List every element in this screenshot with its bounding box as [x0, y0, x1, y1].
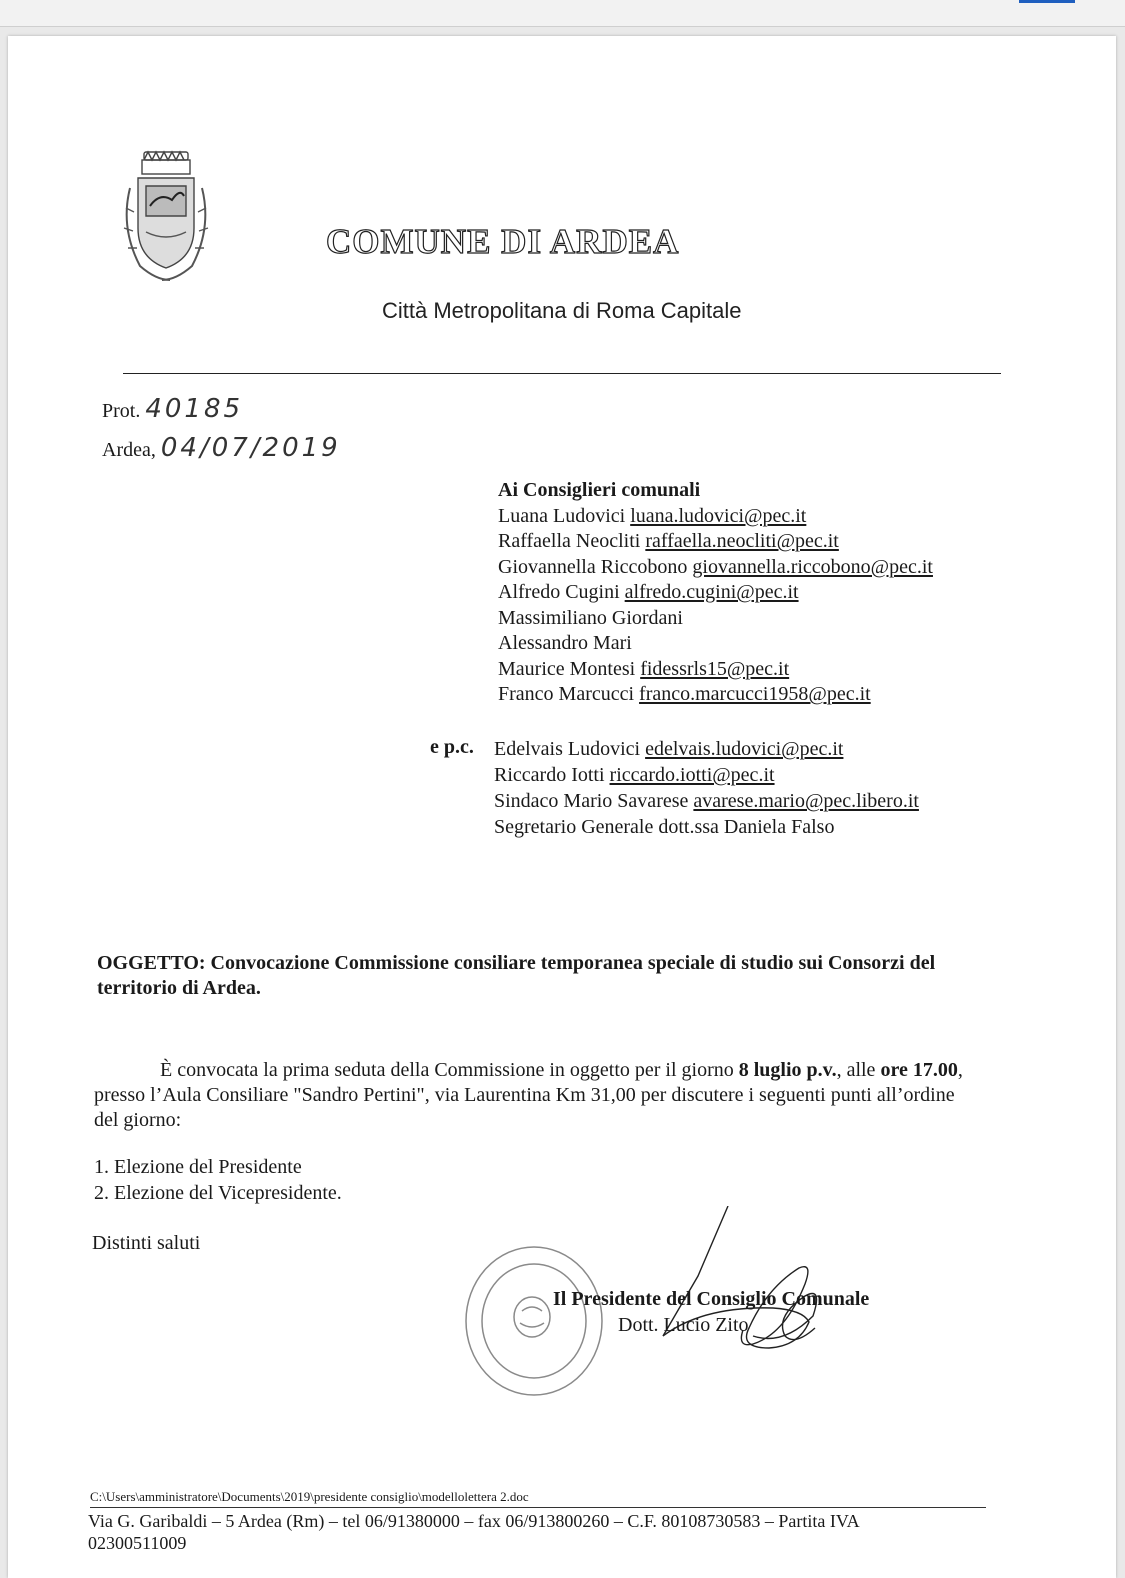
- signatory-name: Dott. Lucio Zito: [618, 1314, 749, 1336]
- cc-name: Riccardo Iotti: [494, 764, 605, 786]
- viewer-toolbar: [0, 0, 1125, 27]
- list-item: [494, 814, 919, 840]
- subject-text: Convocazione Commissione consiliare temporanea speciale di studio sui Consorzi del territorio di Ardea.: [97, 952, 936, 999]
- header-divider: [123, 373, 1001, 374]
- cc-name: Segretario Generale dott.ssa Daniela Falso: [494, 816, 835, 838]
- list-item: [494, 762, 919, 788]
- recipient-name: Luana Ludovici: [498, 504, 626, 527]
- list-item: 2. Elezione del Vicepresidente.: [94, 1182, 342, 1204]
- recipient-name: Giovannella Riccobono: [498, 555, 688, 578]
- cc-name: Sindaco Mario Savarese: [494, 790, 689, 812]
- body-text-1: È convocata la prima seduta della Commissione in oggetto per il giorno: [160, 1059, 739, 1081]
- list-item: [494, 736, 919, 762]
- cc-block: [494, 736, 919, 840]
- subject-line: [97, 951, 937, 1001]
- list-item: [498, 657, 933, 683]
- recipient-email[interactable]: fidessrls15@pec.it: [640, 657, 790, 680]
- file-path: C:\Users\amministratore\Documents\2019\presidente consiglio\modellolettera 2.doc: [90, 1489, 529, 1504]
- protocol-label: Prot.: [102, 400, 141, 422]
- body-text-2: , alle: [836, 1059, 881, 1081]
- recipients-block: [498, 478, 933, 708]
- list-item: [498, 606, 933, 632]
- agenda-list: [94, 1154, 342, 1206]
- cc-name: Edelvais Ludovici: [494, 738, 641, 760]
- recipient-email[interactable]: luana.ludovici@pec.it: [630, 504, 807, 527]
- cc-email[interactable]: riccardo.iotti@pec.it: [609, 764, 775, 786]
- body-paragraph: [94, 1058, 974, 1133]
- meeting-time: ore 17.00: [880, 1059, 958, 1081]
- official-stamp-icon: [460, 1241, 610, 1401]
- document-page: [8, 36, 1116, 1578]
- recipient-name: Franco Marcucci: [498, 683, 635, 705]
- cc-label: e p.c.: [430, 736, 474, 758]
- page-subtitle: Città Metropolitana di Roma Capitale: [382, 298, 742, 323]
- recipient-name: Massimiliano Giordani: [498, 606, 683, 629]
- cc-email[interactable]: edelvais.ludovici@pec.it: [645, 738, 844, 760]
- recipient-email[interactable]: alfredo.cugini@pec.it: [624, 581, 799, 603]
- recipient-name: Raffaella Neocliti: [498, 530, 641, 552]
- protocol-line: [102, 394, 243, 424]
- closing-text: Distinti saluti: [92, 1232, 201, 1254]
- list-item: [498, 631, 933, 657]
- list-item: [494, 788, 919, 814]
- page-title: COMUNE DI ARDEA: [326, 222, 680, 261]
- list-item: 1. Elezione del Presidente: [94, 1156, 302, 1178]
- recipients-heading: Ai Consiglieri comunali: [498, 479, 701, 501]
- recipient-email[interactable]: giovannella.riccobono@pec.it: [692, 555, 933, 578]
- cc-email[interactable]: avarese.mario@pec.libero.it: [693, 790, 919, 812]
- document-date: 04/07/2019: [160, 433, 341, 463]
- list-item: [498, 504, 933, 530]
- list-item: [498, 555, 933, 581]
- date-line: [102, 433, 341, 463]
- subject-label: OGGETTO:: [97, 952, 206, 974]
- body-text-3: , presso l’Aula Consiliare "Sandro Pertini", via Laurentina Km 31,00 per discutere i seguenti punti all’ordine del giorno:: [94, 1059, 963, 1131]
- coat-of-arms-icon: [116, 148, 216, 288]
- recipient-name: Maurice Montesi: [498, 657, 636, 680]
- protocol-number: 40185: [145, 394, 244, 424]
- list-item: [498, 580, 933, 606]
- list-item: [498, 529, 933, 555]
- recipient-email[interactable]: raffaella.neocliti@pec.it: [645, 530, 839, 552]
- list-item: [498, 682, 933, 708]
- meeting-date: 8 luglio p.v.: [738, 1059, 837, 1081]
- recipient-name: Alessandro Mari: [498, 632, 632, 654]
- recipient-email[interactable]: franco.marcucci1958@pec.it: [639, 683, 871, 705]
- footer-address: Via G. Garibaldi – 5 Ardea (Rm) – tel 06/91380000 – fax 06/913800260 – C.F. 80108730583 – Partita IVA 02300511009: [88, 1511, 859, 1553]
- signatory-title: Il Presidente del Consiglio Comunale: [553, 1288, 870, 1310]
- recipient-name: Alfredo Cugini: [498, 581, 620, 603]
- toolbar-accent: [1019, 0, 1075, 3]
- footer-divider: [90, 1507, 986, 1508]
- place-label: Ardea,: [102, 439, 156, 461]
